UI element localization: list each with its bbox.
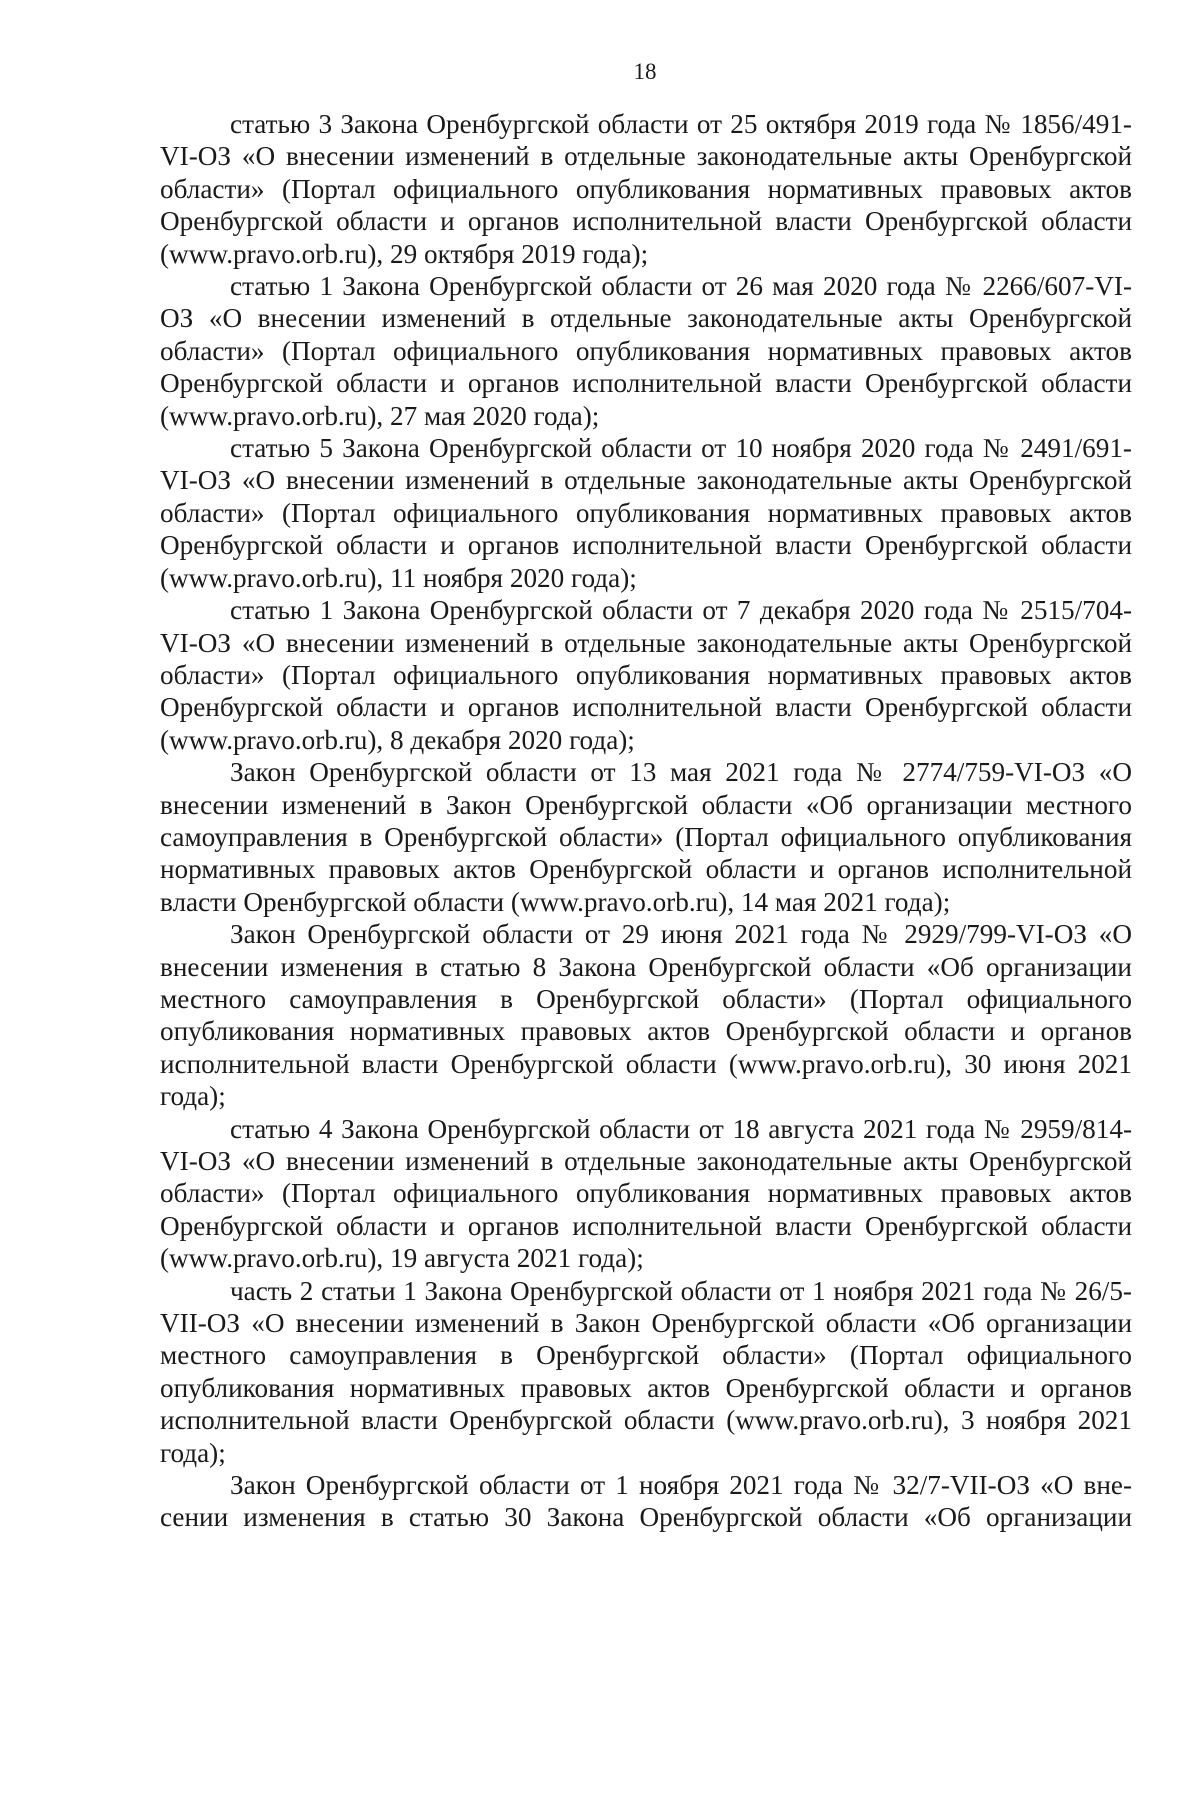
page-number: 18 — [633, 59, 657, 84]
paragraph: статью 1 Закона Оренбургской области от 7 декабря 2020 года № 2515/704-VI-ОЗ «О внесении изменений в отдельные законодательные акты Оренбургской области» (Портал официального опубликования нормативных правовых актов Оренбургской области и органов исполнительной власти Оренбургской области (www.pravo.orb.ru), 8 декабря 2020 года); — [160, 595, 1132, 755]
paragraph: Закон Оренбургской области от 29 июня 2021 года № 2929/799-VI-ОЗ «О внесении изменения в статью 8 Закона Оренбургской области «Об организации местного самоуправления в Оренбургской области» (Портал официального опубликования нормативных правовых актов Оренбургской области и органов исполнительной власти Оренбургской области (www.pravo.orb.ru), 30 июня 2021 года); — [160, 919, 1132, 1112]
paragraph: часть 2 статьи 1 Закона Оренбургской области от 1 ноября 2021 года № 26/5-VII-ОЗ «О внесении изменений в Закон Оренбургской области «Об организации местного самоуправления в Оренбургской области» (Портал официального опубликования нормативных правовых актов Оренбургской области и органов исполнительной власти Оренбургской области (www.pravo.orb.ru), 3 ноября 2021 года); — [160, 1275, 1132, 1468]
paragraph: статью 5 Закона Оренбургской области от 10 ноября 2020 года № 2491/691-VI-ОЗ «О внесении изменений в отдельные законодательные акты Оренбургской области» (Портал официального опубликования нормативных правовых актов Оренбургской области и органов исполнительной власти Оренбургской области (www.pravo.orb.ru), 11 ноября 2020 года); — [160, 433, 1132, 593]
paragraph: Закон Оренбургской области от 13 мая 2021 года № 2774/759-VI-ОЗ «О внесении изменений в Закон Оренбургской области «Об организации местного самоуправления в Оренбургской области» (Портал официального опубликования нормативных правовых актов Оренбургской области и органов исполнительной власти Оренбургской области (www.pravo.orb.ru), 14 мая 2021 года); — [160, 757, 1132, 917]
paragraph: статью 1 Закона Оренбургской области от 26 мая 2020 года № 2266/607-VI-ОЗ «О внесении изменений в отдельные законодательные акты Оренбургской области» (Портал официального опубликования нормативных правовых актов Оренбургской области и органов исполнительной власти Оренбургской области (www.pravo.orb.ru), 27 мая 2020 года); — [160, 271, 1132, 431]
paragraph-continued: Закон Оренбургской области от 1 ноября 2021 года № 32/7-VII-ОЗ «О внесении изменения в статью 30 Закона Оренбургской области «Об организации — [160, 1470, 1132, 1533]
paragraph: статью 4 Закона Оренбургской области от 18 августа 2021 года № 2959/814-VI-ОЗ «О внесении изменений в отдельные законодательные акты Оренбургской области» (Портал официального опубликования нормативных правовых актов Оренбургской области и органов исполнительной власти Оренбургской области (www.pravo.orb.ru), 19 августа 2021 года); — [160, 1113, 1132, 1274]
document-body — [160, 108, 1132, 1534]
paragraph: статью 3 Закона Оренбургской области от 25 октября 2019 года № 1856/491-VI-ОЗ «О внесении изменений в отдельные законодательные акты Оренбургской области» (Портал официального опубликования нормативных правовых актов Оренбургской области и органов исполнительной власти Оренбургской области (www.pravo.orb.ru), 29 октября 2019 года); — [160, 109, 1132, 269]
